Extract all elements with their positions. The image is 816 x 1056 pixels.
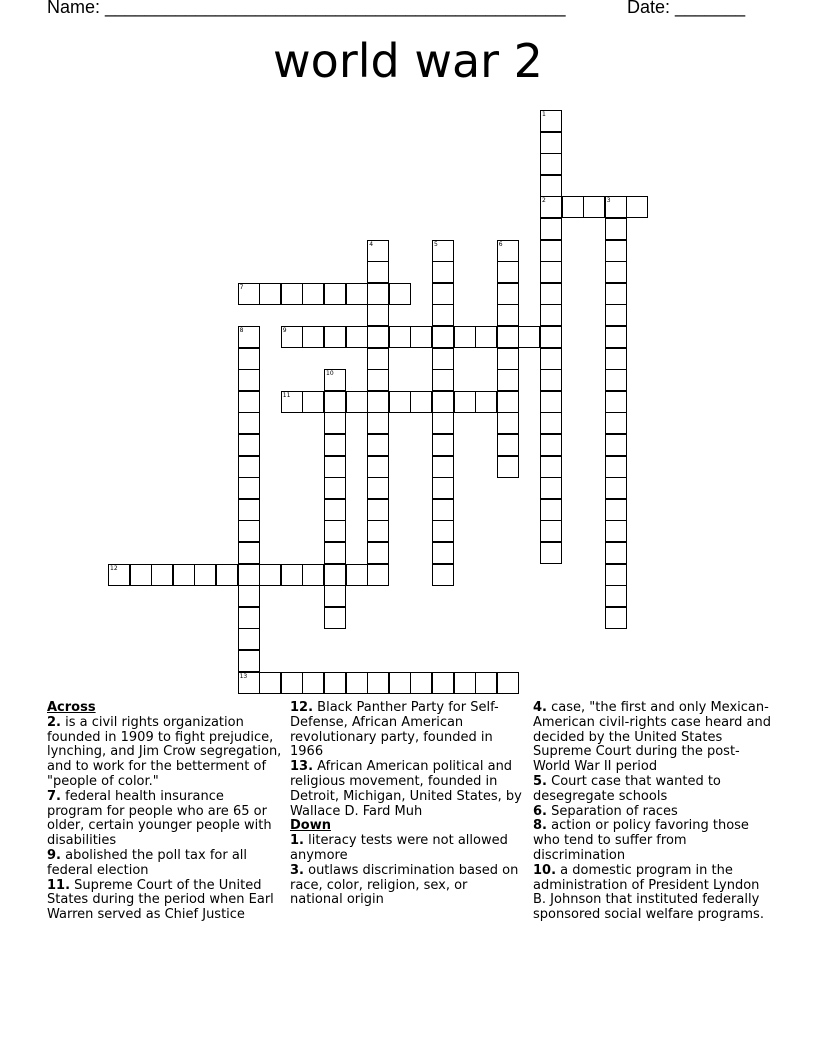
cell-number: 5 — [434, 240, 438, 248]
clue-across-11 — [47, 879, 283, 923]
clue-number: 9. — [47, 847, 61, 863]
clue-number: 4. — [533, 700, 547, 715]
grid-cell[interactable] — [497, 240, 519, 262]
clue-number: 12. — [290, 700, 314, 715]
grid-cell[interactable] — [410, 391, 432, 413]
grid-cell[interactable] — [540, 218, 562, 240]
grid-cell[interactable] — [151, 564, 173, 586]
clue-across-7 — [47, 790, 283, 849]
clue-text: Black Panther Party for Self-Defense, African American revolutionary party, founded in 1966 — [290, 700, 499, 760]
down-heading: Down — [290, 818, 331, 834]
clue-text: action or policy favoring those who tend to suffer from discrimination — [533, 818, 749, 863]
grid-cell[interactable] — [389, 672, 411, 694]
grid-cell[interactable] — [324, 607, 346, 629]
grid-cell[interactable] — [367, 542, 389, 564]
clue-number: 6. — [533, 803, 547, 819]
grid-cell[interactable] — [259, 672, 281, 694]
grid-cell[interactable] — [605, 391, 627, 413]
clue-number: 5. — [533, 773, 547, 789]
grid-cell[interactable] — [626, 196, 648, 218]
grid-cell[interactable] — [346, 283, 368, 305]
grid-cell[interactable] — [367, 326, 389, 348]
grid-cell[interactable] — [605, 240, 627, 262]
across-heading: Across — [47, 700, 96, 715]
clue-down-1 — [290, 834, 522, 864]
grid-cell[interactable] — [540, 348, 562, 370]
grid-cell[interactable] — [194, 564, 216, 586]
grid-cell[interactable] — [432, 283, 454, 305]
grid-cell[interactable] — [432, 326, 454, 348]
grid-cell[interactable] — [432, 499, 454, 521]
grid-cell[interactable] — [497, 348, 519, 370]
grid-cell[interactable] — [605, 542, 627, 564]
grid-cell[interactable] — [238, 369, 260, 391]
grid-cell[interactable] — [367, 672, 389, 694]
clue-down-4 — [533, 701, 773, 775]
grid-cell[interactable] — [540, 153, 562, 175]
grid-cell[interactable] — [540, 412, 562, 434]
grid-cell[interactable] — [324, 520, 346, 542]
clue-text: Separation of races — [546, 803, 678, 819]
grid-cell[interactable] — [324, 672, 346, 694]
grid-cell[interactable] — [410, 672, 432, 694]
clue-text: a domestic program in the administration of President Lyndon B. Johnson that instituted federally sponsored social welfare programs. — [533, 862, 764, 923]
grid-cell[interactable] — [432, 477, 454, 499]
clue-across-12 — [290, 701, 522, 760]
clue-text: African American political and religious movement, founded in Detroit, Michigan, United States, by Wallace D. Fard Muh — [290, 759, 522, 819]
grid-cell[interactable] — [432, 240, 454, 262]
grid-cell[interactable] — [324, 326, 346, 348]
date-field: Date: _______ — [627, 0, 746, 17]
grid-cell[interactable] — [540, 304, 562, 326]
grid-cell[interactable] — [454, 326, 476, 348]
grid-cell[interactable] — [367, 240, 389, 262]
grid-cell[interactable] — [281, 326, 303, 348]
grid-cell[interactable] — [346, 672, 368, 694]
grid-cell[interactable] — [540, 369, 562, 391]
grid-cell[interactable] — [605, 218, 627, 240]
grid-cell[interactable] — [605, 585, 627, 607]
grid-cell[interactable] — [324, 499, 346, 521]
cell-number: 3 — [606, 197, 611, 205]
clue-number: 2. — [47, 714, 61, 730]
grid-cell[interactable] — [497, 412, 519, 434]
grid-cell[interactable] — [605, 434, 627, 456]
grid-cell[interactable] — [540, 434, 562, 456]
clue-across-9 — [47, 849, 283, 879]
grid-cell[interactable] — [605, 196, 627, 218]
grid-cell[interactable] — [238, 585, 260, 607]
grid-cell[interactable] — [540, 456, 562, 478]
clue-text: Court case that wanted to desegregate schools — [533, 773, 721, 804]
grid-cell[interactable] — [540, 261, 562, 283]
grid-cell[interactable] — [475, 672, 497, 694]
grid-cell[interactable] — [497, 456, 519, 478]
grid-cell[interactable] — [367, 348, 389, 370]
grid-cell[interactable] — [540, 196, 562, 218]
clue-number: 8. — [533, 818, 547, 834]
grid-cell[interactable] — [281, 564, 303, 586]
grid-cell[interactable] — [367, 520, 389, 542]
grid-cell[interactable] — [605, 456, 627, 478]
cell-number: 7 — [239, 283, 244, 291]
cell-number: 6 — [498, 240, 503, 248]
grid-cell[interactable] — [605, 412, 627, 434]
grid-cell[interactable] — [540, 391, 562, 413]
grid-cell[interactable] — [238, 412, 260, 434]
grid-cell[interactable] — [540, 499, 562, 521]
grid-cell[interactable] — [238, 520, 260, 542]
grid-cell[interactable] — [259, 283, 281, 305]
cell-number: 10 — [326, 370, 334, 378]
grid-cell[interactable] — [281, 672, 303, 694]
grid-cell[interactable] — [324, 283, 346, 305]
clue-down-5 — [533, 775, 773, 805]
grid-cell[interactable] — [281, 283, 303, 305]
grid-cell[interactable] — [367, 477, 389, 499]
clue-number: 3. — [290, 862, 304, 878]
grid-cell[interactable] — [540, 477, 562, 499]
grid-cell[interactable] — [238, 391, 260, 413]
grid-cell[interactable] — [130, 564, 152, 586]
grid-cell[interactable] — [605, 520, 627, 542]
grid-cell[interactable] — [302, 391, 324, 413]
grid-cell[interactable] — [281, 391, 303, 413]
grid-cell[interactable] — [367, 456, 389, 478]
grid-cell[interactable] — [432, 564, 454, 586]
grid-cell[interactable] — [367, 499, 389, 521]
grid-cell[interactable] — [389, 283, 411, 305]
grid-cell[interactable] — [367, 412, 389, 434]
grid-cell[interactable] — [389, 326, 411, 348]
grid-cell[interactable] — [238, 456, 260, 478]
grid-cell[interactable] — [454, 391, 476, 413]
clue-text: case, "the first and only Mexican-American civil-rights case heard and decided by the United States Supreme Court during the post-World War II period — [533, 700, 771, 775]
cell-number: 13 — [239, 672, 248, 680]
grid-cell[interactable] — [238, 283, 260, 305]
grid-cell[interactable] — [410, 326, 432, 348]
grid-cell[interactable] — [367, 434, 389, 456]
clue-text: abolished the poll tax for all federal election — [47, 847, 248, 878]
grid-cell[interactable] — [324, 412, 346, 434]
clue-number: 7. — [47, 788, 61, 804]
grid-cell[interactable] — [497, 326, 519, 348]
grid-cell[interactable] — [346, 326, 368, 348]
grid-cell[interactable] — [540, 283, 562, 305]
grid-cell[interactable] — [497, 672, 519, 694]
grid-cell[interactable] — [238, 628, 260, 650]
grid-cell[interactable] — [432, 520, 454, 542]
cell-number: 12 — [110, 564, 118, 572]
grid-cell[interactable] — [367, 304, 389, 326]
grid-cell[interactable] — [238, 542, 260, 564]
grid-cell[interactable] — [518, 326, 540, 348]
grid-cell[interactable] — [389, 391, 411, 413]
grid-cell[interactable] — [605, 261, 627, 283]
grid-cell[interactable] — [497, 391, 519, 413]
cell-number: 2 — [542, 197, 546, 205]
cell-number: 9 — [282, 327, 287, 334]
grid-cell[interactable] — [238, 477, 260, 499]
grid-cell[interactable] — [302, 326, 324, 348]
grid-cell[interactable] — [238, 434, 260, 456]
grid-cell[interactable] — [324, 456, 346, 478]
grid-cell[interactable] — [238, 348, 260, 370]
clue-text: is a civil rights organization founded in 1909 to fight prejudice, lynching, and Jim Crow segregation, and to work for the betterment of "people of color." — [47, 714, 282, 789]
clue-number: 13. — [290, 759, 314, 775]
grid-cell[interactable] — [367, 369, 389, 391]
clue-text: outlaws discrimination based on race, color, religion, sex, or national origin — [290, 862, 519, 908]
clue-across-2 — [47, 716, 283, 790]
grid-cell[interactable] — [238, 607, 260, 629]
grid-cell[interactable] — [605, 607, 627, 629]
grid-cell[interactable] — [432, 542, 454, 564]
grid-cell[interactable] — [367, 283, 389, 305]
grid-cell[interactable] — [605, 564, 627, 586]
cell-number: 8 — [239, 327, 244, 334]
grid-cell[interactable] — [432, 391, 454, 413]
grid-cell[interactable] — [562, 196, 584, 218]
grid-cell[interactable] — [302, 283, 324, 305]
grid-cell[interactable] — [497, 261, 519, 283]
clue-down-6 — [533, 805, 773, 820]
grid-cell[interactable] — [540, 110, 562, 132]
grid-cell[interactable] — [605, 348, 627, 370]
grid-cell[interactable] — [605, 304, 627, 326]
clue-column-2 — [290, 701, 522, 908]
clue-text: Supreme Court of the United States during the period when Earl Warren served as Chief Justice — [47, 877, 274, 923]
clue-number: 11. — [47, 877, 71, 893]
grid-cell[interactable] — [497, 434, 519, 456]
grid-cell[interactable] — [540, 326, 562, 348]
grid-cell[interactable] — [302, 564, 324, 586]
grid-cell[interactable] — [238, 499, 260, 521]
grid-cell[interactable] — [346, 391, 368, 413]
grid-cell[interactable] — [497, 304, 519, 326]
grid-cell[interactable] — [432, 412, 454, 434]
grid-cell[interactable] — [454, 672, 476, 694]
clue-text: literacy tests were not allowed anymore — [290, 833, 508, 863]
grid-cell[interactable] — [324, 585, 346, 607]
grid-cell[interactable] — [173, 564, 195, 586]
clue-text: federal health insurance program for people who are 65 or older, certain younger people with disabilities — [47, 788, 272, 849]
grid-cell[interactable] — [259, 564, 281, 586]
cell-number: 4 — [369, 240, 374, 248]
grid-cell[interactable] — [346, 564, 368, 586]
grid-cell[interactable] — [324, 391, 346, 413]
grid-cell[interactable] — [367, 261, 389, 283]
grid-cell[interactable] — [432, 369, 454, 391]
clue-number: 10. — [533, 862, 557, 878]
grid-cell[interactable] — [540, 520, 562, 542]
grid-cell[interactable] — [497, 283, 519, 305]
grid-cell[interactable] — [432, 348, 454, 370]
clue-down-10 — [533, 864, 773, 923]
grid-cell[interactable] — [432, 261, 454, 283]
grid-cell[interactable] — [497, 369, 519, 391]
name-field: Name: ______________________________________________ — [47, 0, 566, 17]
grid-cell[interactable] — [540, 240, 562, 262]
grid-cell[interactable] — [302, 672, 324, 694]
clue-down-8 — [533, 819, 773, 863]
clue-down-3 — [290, 864, 522, 908]
grid-cell[interactable] — [367, 391, 389, 413]
grid-cell[interactable] — [540, 132, 562, 154]
grid-cell[interactable] — [238, 650, 260, 672]
clue-column-1 — [47, 701, 283, 923]
grid-cell[interactable] — [540, 175, 562, 197]
clue-column-3 — [533, 701, 773, 923]
grid-cell[interactable] — [238, 326, 260, 348]
cell-number: 1 — [542, 111, 546, 118]
grid-cell[interactable] — [605, 499, 627, 521]
grid-cell[interactable] — [583, 196, 605, 218]
grid-cell[interactable] — [367, 564, 389, 586]
grid-cell[interactable] — [216, 564, 238, 586]
grid-cell[interactable] — [605, 283, 627, 305]
page-title: world war 2 — [273, 34, 543, 88]
grid-cell[interactable] — [475, 391, 497, 413]
grid-cell[interactable] — [605, 477, 627, 499]
grid-cell[interactable] — [324, 564, 346, 586]
grid-cell[interactable] — [108, 564, 130, 586]
grid-cell[interactable] — [475, 326, 497, 348]
grid-cell[interactable] — [238, 672, 260, 694]
grid-cell[interactable] — [432, 672, 454, 694]
grid-cell[interactable] — [238, 564, 260, 586]
grid-cell[interactable] — [432, 456, 454, 478]
grid-cell[interactable] — [324, 369, 346, 391]
grid-cell[interactable] — [324, 434, 346, 456]
cell-number: 11 — [282, 391, 291, 399]
grid-cell[interactable] — [605, 326, 627, 348]
grid-cell[interactable] — [540, 542, 562, 564]
clue-across-13 — [290, 760, 522, 819]
grid-cell[interactable] — [605, 369, 627, 391]
clue-number: 1. — [290, 833, 304, 849]
grid-cell[interactable] — [324, 477, 346, 499]
grid-cell[interactable] — [324, 542, 346, 564]
grid-cell[interactable] — [432, 434, 454, 456]
grid-cell[interactable] — [432, 304, 454, 326]
